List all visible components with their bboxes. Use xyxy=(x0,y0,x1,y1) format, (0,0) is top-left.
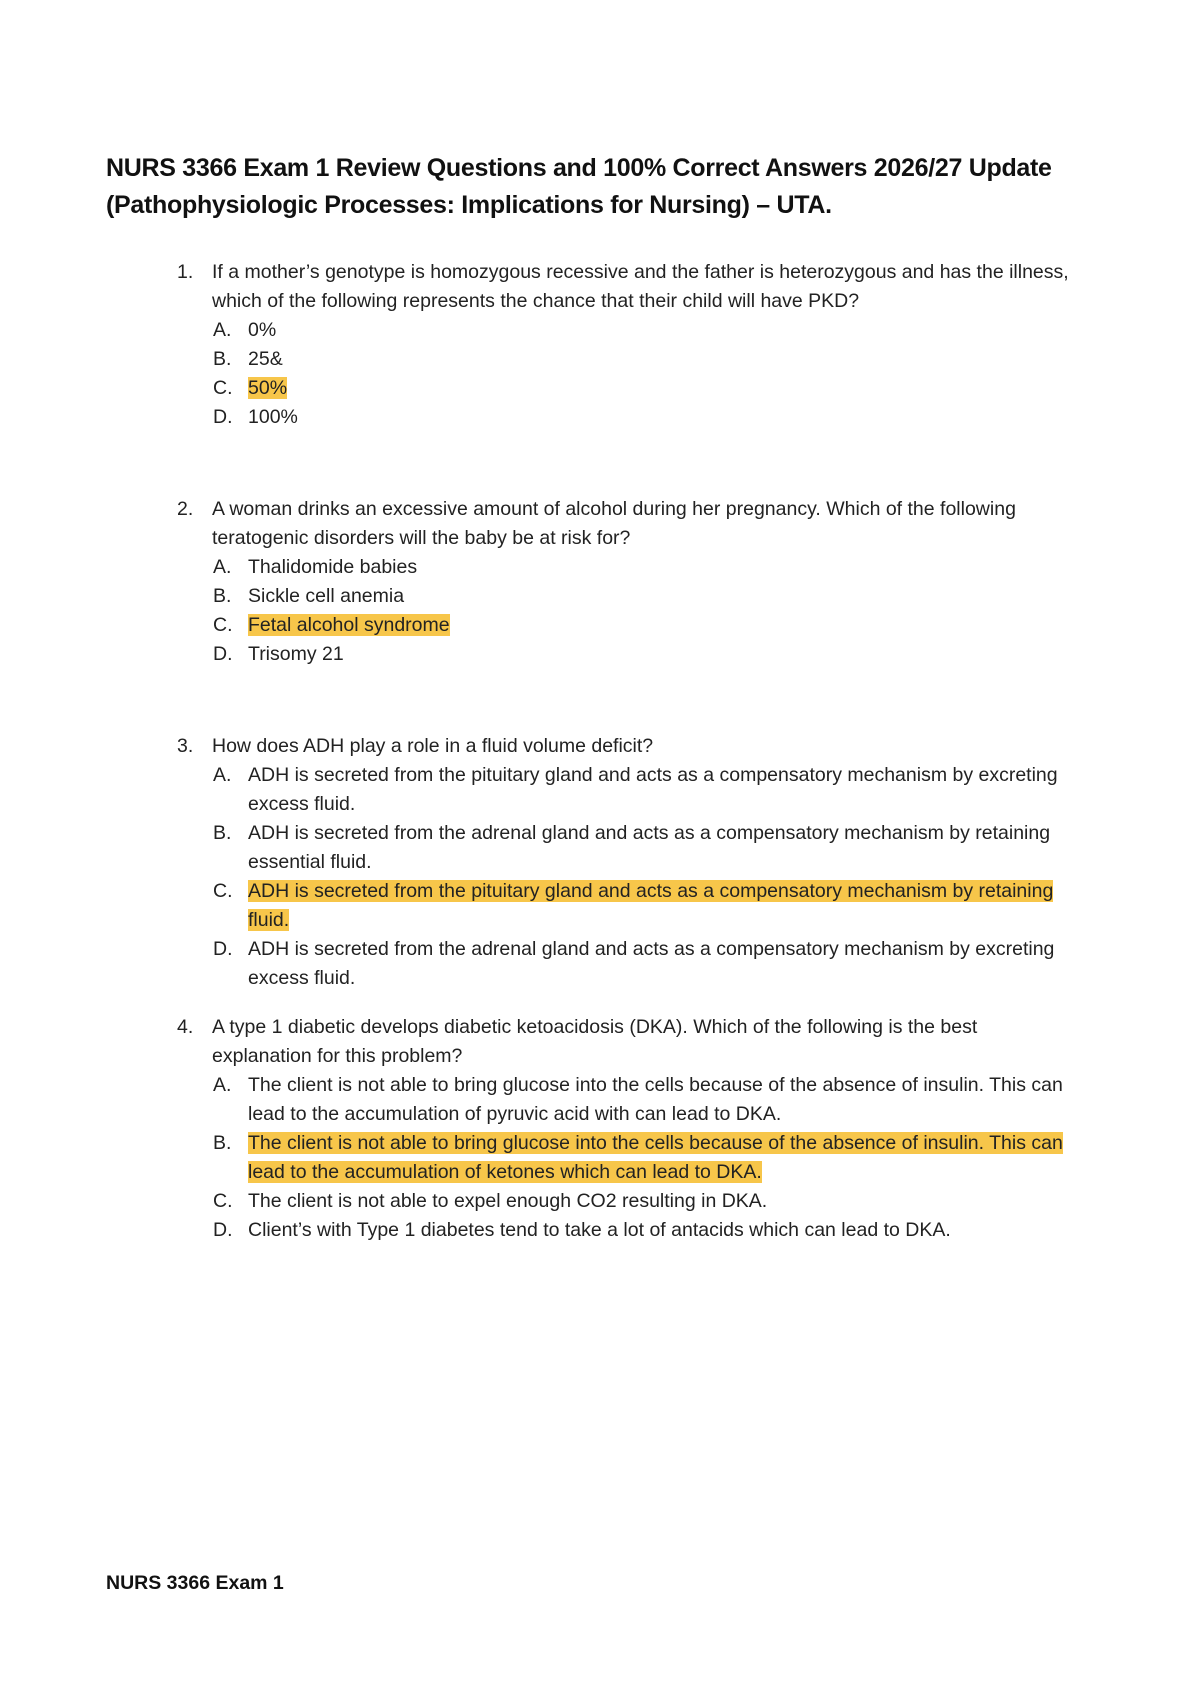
option-text: ADH is secreted from the adrenal gland and acts as a compensatory mechanism by excreting excess fluid. xyxy=(248,938,1055,989)
option-text: ADH is secreted from the adrenal gland and acts as a compensatory mechanism by retaining essential fluid. xyxy=(248,822,1051,873)
question-3 xyxy=(177,732,1077,993)
highlighted-answer: ADH is secreted from the pituitary gland and acts as a compensatory mechanism by retaining fluid. xyxy=(248,880,1054,931)
option-letter: C. xyxy=(213,614,233,636)
option-text: 100% xyxy=(248,406,298,428)
question-4 xyxy=(177,1013,1077,1245)
option-text: Sickle cell anemia xyxy=(248,585,405,607)
option-letter: A. xyxy=(213,1074,232,1096)
option-a xyxy=(177,761,1077,819)
document-title xyxy=(106,150,1106,224)
question-stem xyxy=(177,1013,1077,1071)
option-text: 25& xyxy=(248,348,283,370)
option-c-correct xyxy=(177,611,1077,640)
option-d xyxy=(177,640,1077,669)
option-a xyxy=(177,1071,1077,1129)
question-text: A woman drinks an excessive amount of alcohol during her pregnancy. Which of the following teratogenic disorders will the baby be at risk for? xyxy=(212,498,1016,549)
option-b xyxy=(177,345,1077,374)
option-letter: B. xyxy=(213,1132,232,1154)
option-a xyxy=(177,553,1077,582)
option-list xyxy=(177,1071,1077,1245)
option-text: ADH is secreted from the pituitary gland and acts as a compensatory mechanism by excreting excess fluid. xyxy=(248,764,1058,815)
question-stem xyxy=(177,495,1077,553)
question-stem xyxy=(177,732,1077,761)
question-text: A type 1 diabetic develops diabetic ketoacidosis (DKA). Which of the following is the best explanation for this problem? xyxy=(212,1016,978,1067)
question-text: How does ADH play a role in a fluid volume deficit? xyxy=(212,735,654,757)
option-list xyxy=(177,316,1077,432)
option-b xyxy=(177,819,1077,877)
option-text: The client is not able to expel enough CO2 resulting in DKA. xyxy=(248,1190,768,1212)
option-letter: A. xyxy=(213,556,232,578)
option-letter: D. xyxy=(213,406,233,428)
option-b-correct xyxy=(177,1129,1077,1187)
option-list xyxy=(177,761,1077,993)
option-letter: A. xyxy=(213,764,232,786)
question-number: 1. xyxy=(177,261,194,283)
option-letter: C. xyxy=(213,377,233,399)
option-c xyxy=(177,1187,1077,1216)
option-d xyxy=(177,403,1077,432)
option-letter: A. xyxy=(213,319,232,341)
option-letter: D. xyxy=(213,1219,233,1241)
option-d xyxy=(177,1216,1077,1245)
option-d xyxy=(177,935,1077,993)
option-text: Thalidomide babies xyxy=(248,556,418,578)
question-stem xyxy=(177,258,1077,316)
option-b xyxy=(177,582,1077,611)
option-text: Trisomy 21 xyxy=(248,643,344,665)
option-letter: C. xyxy=(213,880,233,902)
option-letter: C. xyxy=(213,1190,233,1212)
option-list xyxy=(177,553,1077,669)
question-number: 2. xyxy=(177,498,194,520)
question-text: If a mother’s genotype is homozygous recessive and the father is heterozygous and has the illness, which of the following represents the chance that their child will have PKD? xyxy=(212,261,1069,312)
option-letter: D. xyxy=(213,643,233,665)
question-list xyxy=(177,258,1077,1245)
option-a xyxy=(177,316,1077,345)
option-c-correct xyxy=(177,877,1077,935)
highlighted-answer: The client is not able to bring glucose into the cells because of the absence of insulin. This can lead to the accumulation of ketones which can lead to DKA. xyxy=(248,1132,1063,1183)
option-letter: B. xyxy=(213,585,232,607)
option-letter: D. xyxy=(213,938,233,960)
question-1 xyxy=(177,258,1077,432)
highlighted-answer: 50% xyxy=(248,377,288,399)
option-text: Client’s with Type 1 diabetes tend to take a lot of antacids which can lead to DKA. xyxy=(248,1219,951,1241)
option-letter: B. xyxy=(213,822,232,844)
option-text: 0% xyxy=(248,319,277,341)
question-number: 3. xyxy=(177,735,194,757)
highlighted-answer: Fetal alcohol syndrome xyxy=(248,614,450,636)
question-2 xyxy=(177,495,1077,669)
page-footer: NURS 3366 Exam 1 xyxy=(106,1572,284,1594)
question-number: 4. xyxy=(177,1016,194,1038)
option-text: The client is not able to bring glucose into the cells because of the absence of insulin. This can lead to the accumulation of pyruvic acid with can lead to DKA. xyxy=(248,1074,1063,1125)
option-letter: B. xyxy=(213,348,232,370)
option-c-correct xyxy=(177,374,1077,403)
title-line-2: (Pathophysiologic Processes: Implications for Nursing) – UTA. xyxy=(106,191,832,219)
title-line-1: NURS 3366 Exam 1 Review Questions and 100% Correct Answers 2026/27 Update xyxy=(106,154,1052,182)
